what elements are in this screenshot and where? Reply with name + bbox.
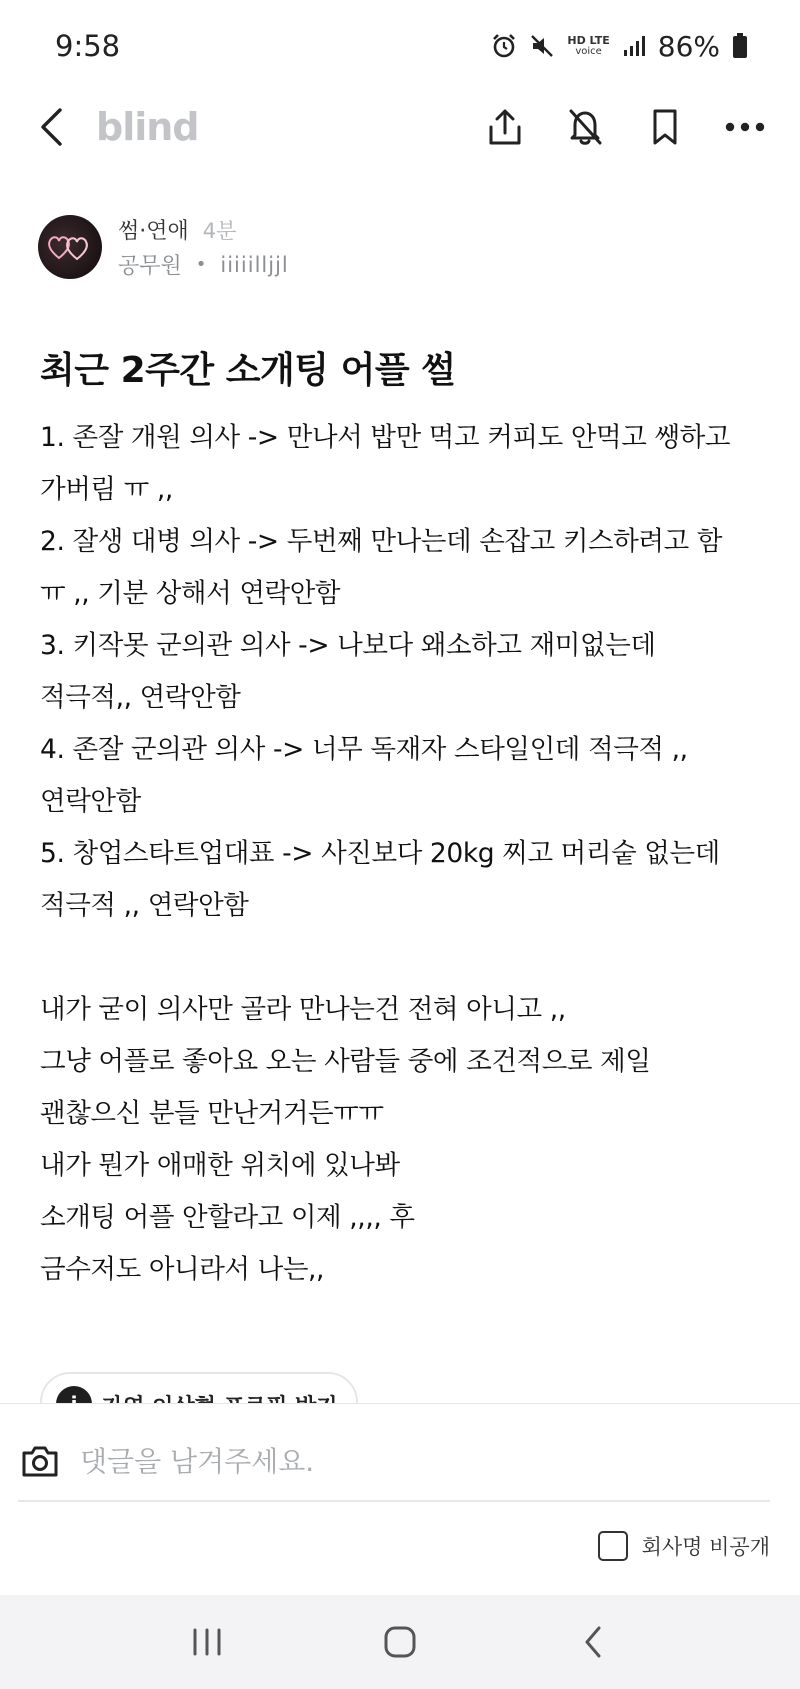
nav-back-icon bbox=[582, 1625, 604, 1659]
post-body-line: 1. 존잘 개원 의사 -> 만나서 밥만 먹고 커피도 안먹고 쌩하고 bbox=[40, 422, 731, 453]
app-header bbox=[0, 92, 800, 162]
share-icon bbox=[486, 107, 524, 147]
share-button[interactable] bbox=[484, 104, 526, 150]
hide-company-checkbox[interactable] bbox=[598, 1531, 628, 1561]
network-type: HD LTE voice bbox=[567, 34, 610, 57]
post-body-line: ㅠ ,, 기분 상해서 연락안함 bbox=[40, 578, 341, 609]
home-button[interactable] bbox=[370, 1612, 430, 1672]
heart-neon-icon bbox=[45, 230, 95, 264]
post-body-line: 가버림 ㅠ ,, bbox=[40, 474, 173, 505]
brand-logo: blind bbox=[96, 105, 199, 149]
status-bar bbox=[0, 0, 800, 92]
more-icon bbox=[724, 121, 766, 133]
recent-apps-icon bbox=[190, 1627, 224, 1657]
system-nav-bar bbox=[0, 1595, 800, 1689]
post-time: 4분 bbox=[202, 219, 237, 243]
post-author bbox=[38, 212, 738, 282]
mute-icon bbox=[529, 33, 555, 59]
header-actions bbox=[484, 104, 766, 150]
post-body-line: 2. 잘생 대병 의사 -> 두번째 만나는데 손잡고 키스하려고 함 bbox=[40, 526, 723, 557]
comment-input[interactable] bbox=[80, 1445, 720, 1478]
camera-button[interactable] bbox=[18, 1439, 62, 1483]
hide-company-toggle[interactable] bbox=[598, 1526, 770, 1566]
post-body bbox=[40, 412, 760, 1296]
bookmark-icon bbox=[648, 107, 682, 147]
post-body-line: 5. 창업스타트업대표 -> 사진보다 20kg 찌고 머리숱 없는데 bbox=[40, 838, 720, 869]
author-info bbox=[118, 214, 289, 280]
more-button[interactable] bbox=[724, 104, 766, 150]
post-body-line: 그냥 어플로 좋아요 오는 사람들 중에 조건적으로 제일 bbox=[40, 1046, 651, 1077]
nav-back-button[interactable] bbox=[563, 1612, 623, 1672]
back-button[interactable] bbox=[38, 102, 74, 152]
comment-bar bbox=[0, 1403, 800, 1595]
camera-icon bbox=[20, 1443, 60, 1479]
paragraph-gap bbox=[40, 932, 760, 984]
board-name[interactable]: 썸·연애 bbox=[118, 219, 189, 244]
signal-icon bbox=[622, 34, 646, 58]
bell-off-icon bbox=[566, 107, 604, 147]
company-name: 공무원 bbox=[118, 254, 182, 279]
post-body-line: 적극적,, 연락안함 bbox=[40, 682, 241, 713]
battery-icon bbox=[732, 33, 748, 59]
post-body-line: 금수저도 아니라서 나는,, bbox=[40, 1254, 325, 1285]
post-body-line: 적극적 ,, 연락안함 bbox=[40, 890, 249, 921]
avatar[interactable] bbox=[38, 215, 102, 279]
post-body-line: 소개팅 어플 안할라고 이제 ,,,, 후 bbox=[40, 1202, 415, 1233]
recent-apps-button[interactable] bbox=[177, 1612, 237, 1672]
author-nickname: iiiiilljjl bbox=[220, 252, 289, 277]
status-time: 9:58 bbox=[55, 29, 121, 63]
post-body-line: 3. 키작못 군의관 의사 -> 나보다 왜소하고 재미없는데 bbox=[40, 630, 656, 661]
post-body-line: 4. 존잘 군의관 의사 -> 너무 독재자 스타일인데 적극적 ,, bbox=[40, 734, 688, 765]
battery-percent: 86% bbox=[657, 29, 720, 63]
back-icon bbox=[38, 107, 64, 147]
home-icon bbox=[383, 1625, 417, 1659]
status-icons bbox=[491, 30, 748, 63]
notification-off-button[interactable] bbox=[564, 104, 606, 150]
bookmark-button[interactable] bbox=[644, 104, 686, 150]
alarm-icon bbox=[491, 33, 517, 59]
post-body-line: 내가 굳이 의사만 골라 만나는건 전혀 아니고 ,, bbox=[40, 994, 566, 1025]
comment-row bbox=[18, 1422, 770, 1502]
hide-company-label: 회사명 비공개 bbox=[641, 1535, 770, 1559]
post-body-line: 내가 뭔가 애매한 위치에 있나봐 bbox=[40, 1150, 400, 1181]
separator-dot: • bbox=[195, 254, 207, 275]
post-body-line: 괜찮으신 분들 만난거거든ㅠㅠ bbox=[40, 1098, 384, 1129]
post-title: 최근 2주간 소개팅 어플 썰 bbox=[40, 350, 456, 391]
post-body-line: 연락안함 bbox=[40, 786, 141, 817]
